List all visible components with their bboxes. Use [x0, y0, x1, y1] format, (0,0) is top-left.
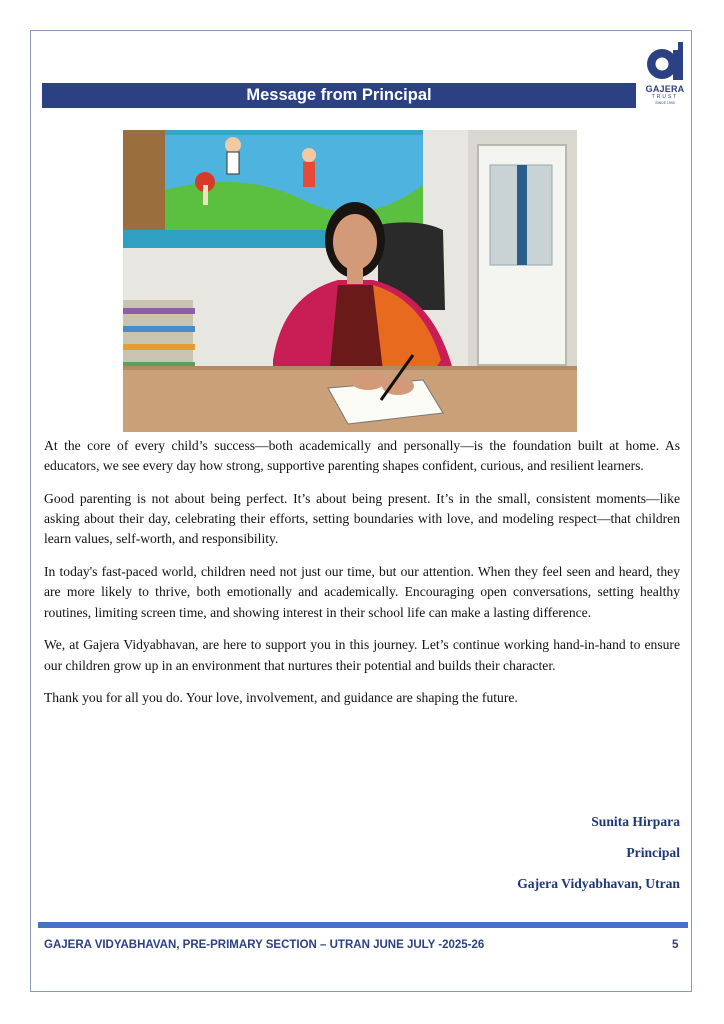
page-title: Message from Principal — [42, 83, 636, 108]
page-number: 5 — [672, 939, 679, 951]
message-paragraph: In today's fast-paced world, children need not just our time, but our attention. When they feel seen and heard, they are more likely to thrive, both emotionally and academically. Encouraging open conversations, setting healthy routines, limiting screen time, and showing interest in their school life can make a lasting difference. — [44, 564, 680, 620]
gajera-trust-logo — [640, 40, 690, 112]
message-paragraph: We, at Gajera Vidyabhavan, are here to support you in this journey. Let’s continue working hand-in-hand to ensure our children grow up in an environment that nurtures their potential and builds their character. — [44, 637, 680, 673]
footer-rule — [38, 922, 688, 928]
message-paragraph: Good parenting is not about being perfect. It’s about being present. It’s in the small, consistent moments—like asking about their day, celebrating their efforts, setting boundaries with love, and modeling respect—that children learn values, self-worth, and responsibility. — [44, 490, 680, 547]
logo-name: GAJERA — [645, 84, 685, 94]
logo-since: SINCE 1993 — [655, 101, 675, 105]
message-body — [44, 436, 680, 721]
signature-name: Sunita Hirpara — [591, 814, 680, 829]
logo-subtitle: TRUST — [651, 94, 679, 100]
message-paragraph: At the core of every child’s success—both academically and personally—is the foundation built at home. As educators, we see every day how strong, supportive parenting shapes confident, curious, and resilient learners. — [44, 438, 680, 474]
signature-role: Principal — [626, 845, 680, 860]
message-paragraph: Thank you for all you do. Your love, involvement, and guidance are shaping the future. — [44, 690, 518, 706]
signature-school: Gajera Vidyabhavan, Utran — [517, 876, 680, 891]
principal-photo — [123, 130, 577, 432]
footer-text: GAJERA VIDYABHAVAN, PRE-PRIMARY SECTION – UTRAN JUNE JULY -2025-26 — [44, 939, 485, 951]
gajera-logo-icon — [640, 40, 690, 84]
